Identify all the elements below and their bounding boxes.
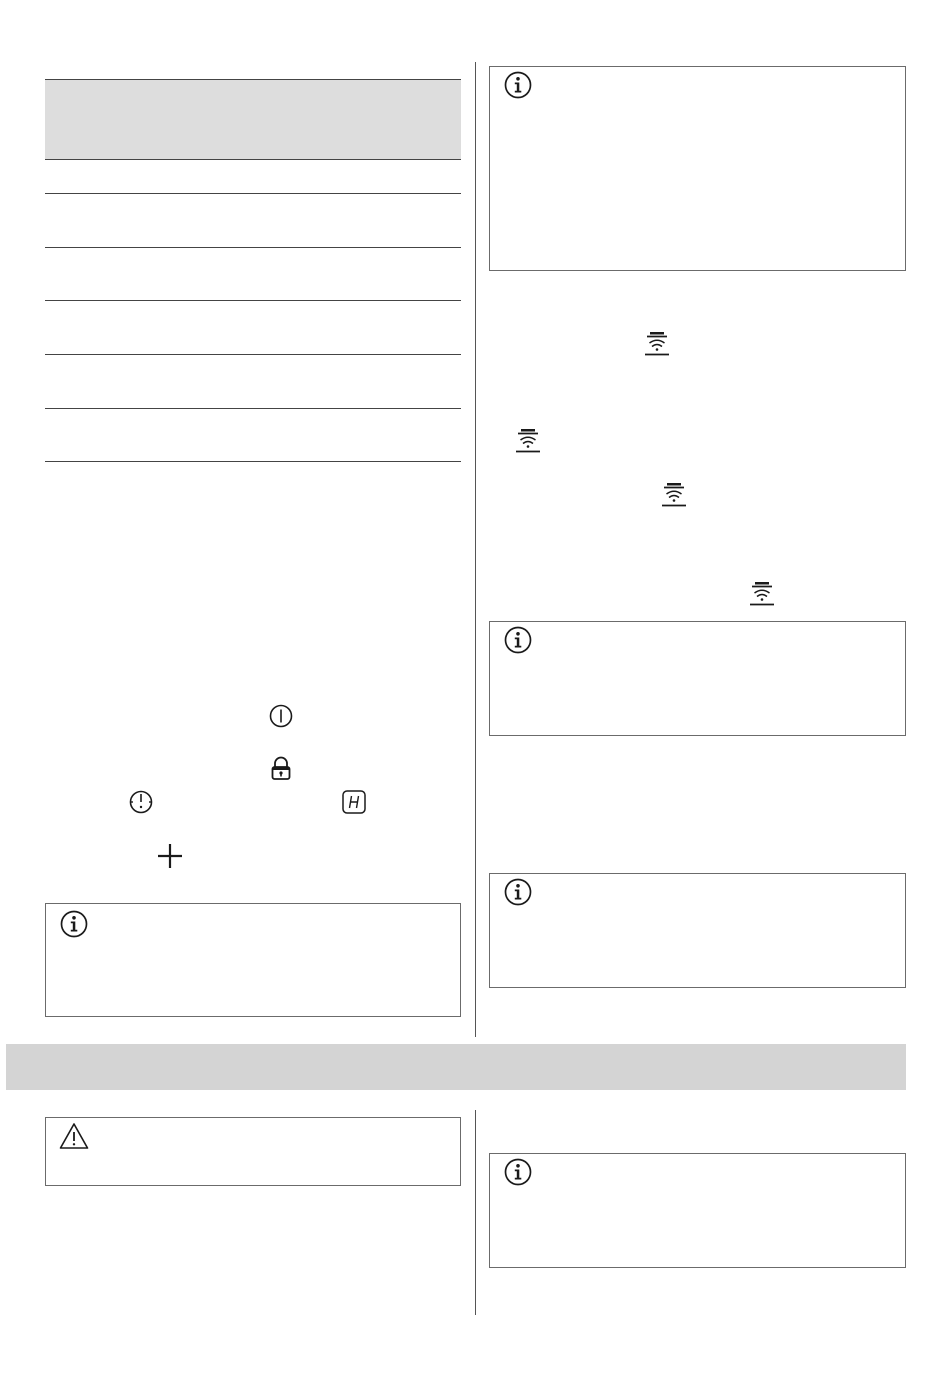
column-divider-upper [475, 62, 476, 1037]
table-header [45, 80, 461, 159]
info-box [489, 66, 906, 271]
info-box [45, 903, 461, 1017]
info-icon [503, 877, 533, 907]
hob-hood-icon [661, 481, 687, 509]
info-box [489, 1153, 906, 1268]
hob-hood-icon [515, 427, 541, 455]
warning-box [45, 1117, 461, 1186]
info-icon [59, 909, 89, 939]
hob-hood-icon [644, 330, 670, 358]
table-rule [45, 408, 461, 409]
info-icon [503, 70, 533, 100]
timer-icon [128, 789, 154, 815]
warning-icon [58, 1121, 90, 1151]
table-rule [45, 461, 461, 462]
table-rule [45, 354, 461, 355]
info-box [489, 621, 906, 736]
column-divider-lower [475, 1110, 476, 1315]
info-icon [503, 625, 533, 655]
table-rule [45, 300, 461, 301]
info-box [489, 873, 906, 988]
h-display-icon [341, 789, 367, 815]
section-band [6, 1044, 906, 1090]
table-rule [45, 159, 461, 160]
lock-icon [268, 756, 294, 782]
table-rule [45, 193, 461, 194]
power-icon [268, 703, 294, 729]
info-icon [503, 1157, 533, 1187]
hob-hood-icon [749, 580, 775, 608]
table-rule [45, 247, 461, 248]
plus-icon [155, 841, 185, 871]
